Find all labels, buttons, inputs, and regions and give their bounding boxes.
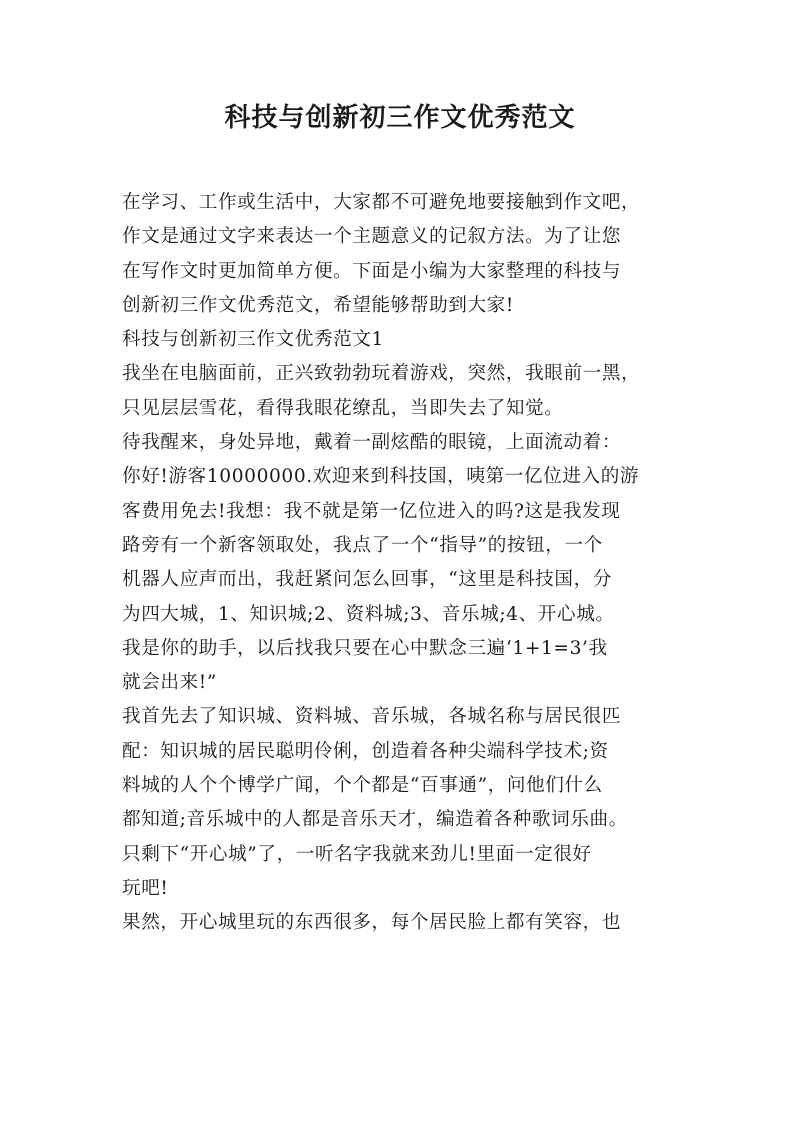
- body-line: 作文是通过文字来表达一个主题意义的记叙方法。为了让您: [122, 226, 622, 248]
- body-line: 在学习、工作或生活中，大家都不可避免地要接触到作文吧，: [122, 192, 641, 213]
- document-title: 科技与创新初三作文优秀范文: [224, 103, 576, 133]
- body-line: 客费用免去!我想：我不就是第一亿位进入的吗?这是我发现: [122, 500, 621, 522]
- body-line: 机器人应声而出，我赶紧问怎么回事，“这里是科技国，分: [122, 569, 612, 591]
- body-line: 果然，开心城里玩的东西很多，每个居民脸上都有笑容，也: [122, 912, 622, 934]
- body-line: 配：知识城的居民聪明伶俐，创造着各种尖端科学技术;资: [122, 740, 609, 762]
- body-line: 就会出来!”: [122, 672, 217, 694]
- body-line: 我是你的助手，以后找我只要在心中默念三遍‘1+1=3’我: [122, 637, 608, 659]
- body-line: 路旁有一个新客领取处，我点了一个“指导”的按钮，一个: [122, 534, 603, 556]
- body-line: 只见层层雪花，看得我眼花缭乱，当即失去了知觉。: [122, 397, 564, 419]
- body-line: 我坐在电脑面前，正兴致勃勃玩着游戏，突然，我眼前一黑，: [122, 363, 641, 385]
- section-heading: 科技与创新初三作文优秀范文1: [122, 329, 384, 351]
- document-body: [122, 186, 682, 941]
- body-line: 你好!游客10000000.欢迎来到科技国，咦第一亿位进入的游: [122, 466, 640, 488]
- body-line: 只剩下“开心城”了，一听名字我就来劲儿!里面一定很好: [122, 843, 592, 865]
- body-line: 创新初三作文优秀范文，希望能够帮助到大家!: [122, 294, 514, 316]
- body-line: 都知道;音乐城中的人都是音乐天才，编造着各种歌词乐曲。: [122, 809, 628, 831]
- body-line: 在写作文时更加简单方便。下面是小编为大家整理的科技与: [122, 260, 622, 282]
- body-line: 玩吧!: [122, 877, 169, 899]
- body-line: 我首先去了知识城、资料城、音乐城，各城名称与居民很匹: [122, 706, 622, 728]
- body-line: 料城的人个个博学广闻，个个都是“百事通”，问他们什么: [122, 775, 603, 797]
- body-line: 为四大城，1、知识城;2、资料城;3、音乐城;4、开心城。: [122, 603, 615, 625]
- body-line: 待我醒来，身处异地，戴着一副炫酷的眼镜，上面流动着：: [122, 432, 622, 454]
